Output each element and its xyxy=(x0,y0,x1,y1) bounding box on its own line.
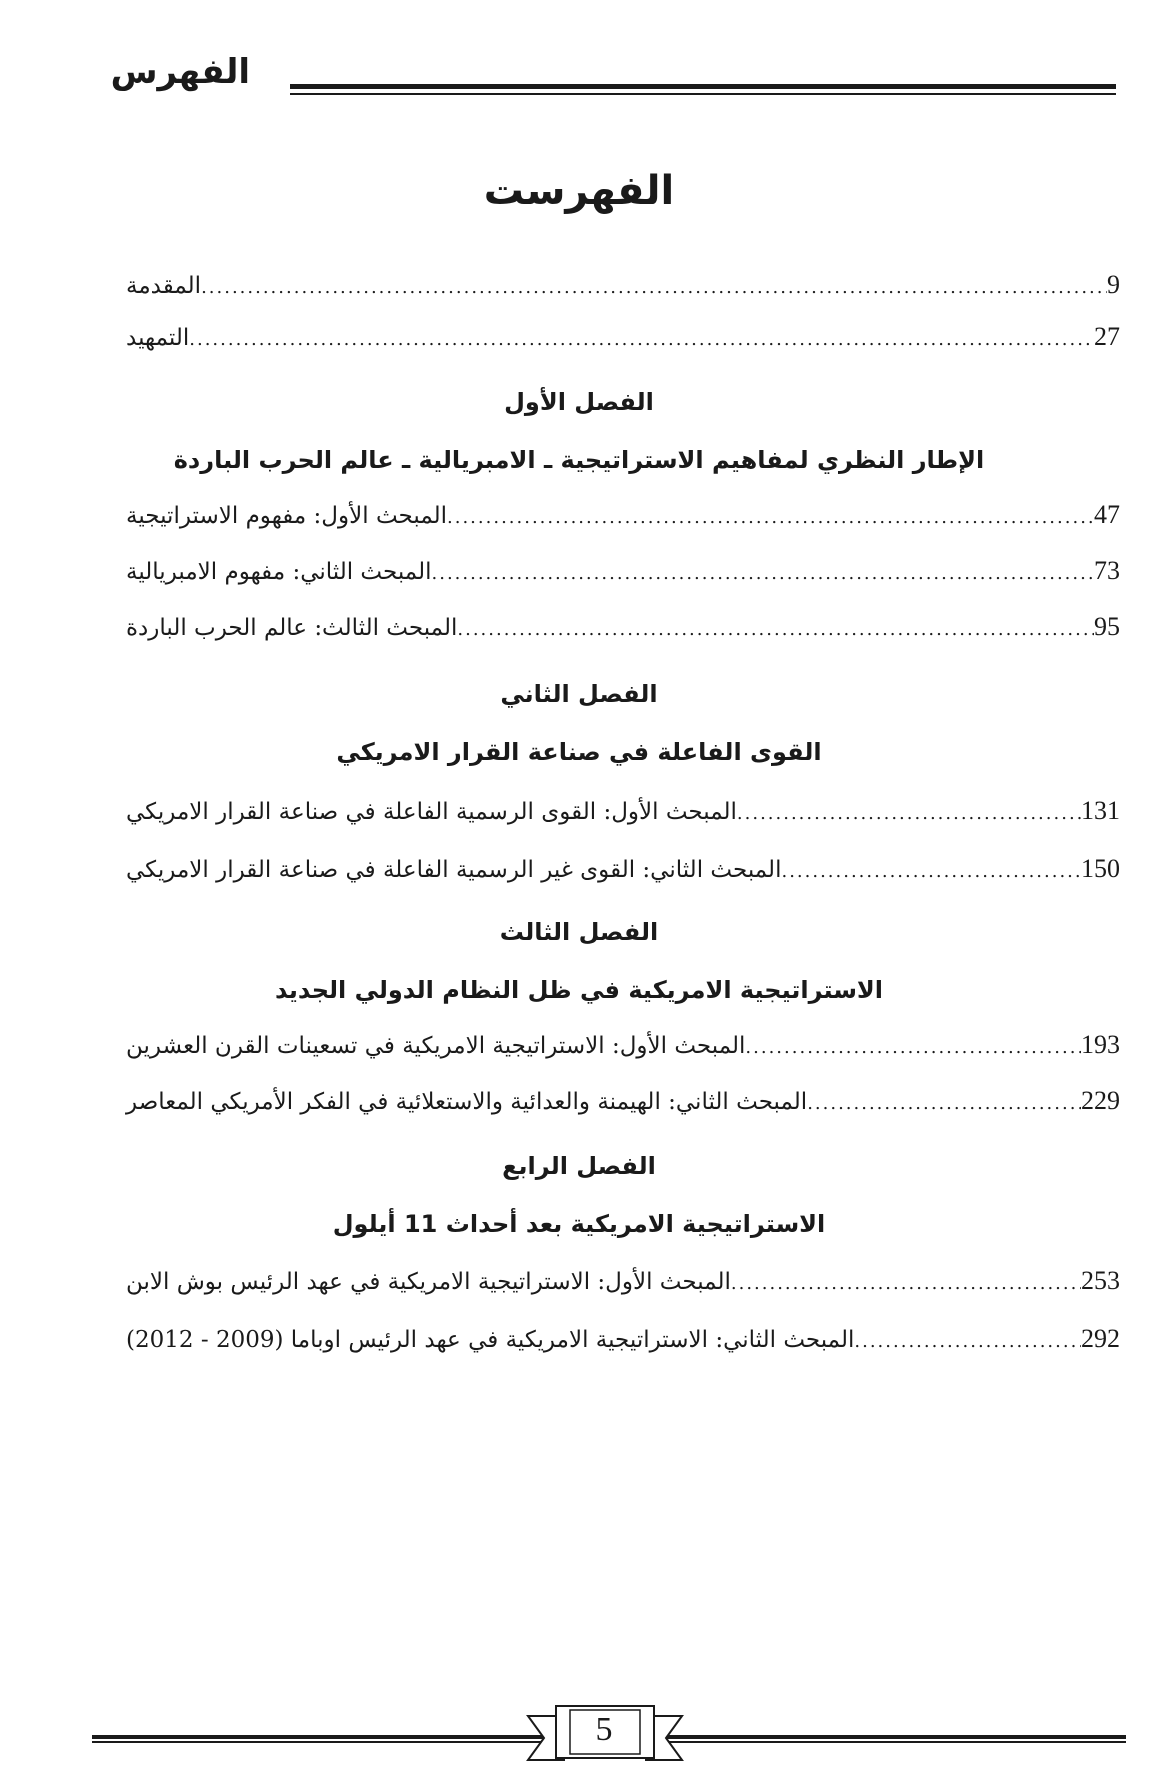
entry-label: المقدمة xyxy=(126,273,202,299)
toc-entry-ch1-s3[interactable] xyxy=(120,612,1122,652)
leader-dots xyxy=(432,563,1095,584)
entry-page-number: 9 xyxy=(1107,270,1120,299)
entry-page-number: 253 xyxy=(1081,1266,1120,1295)
leader-dots xyxy=(781,861,1081,882)
entry-label: المبحث الأول: الاستراتيجية الامريكية في تسعينات القرن العشرين xyxy=(126,1033,746,1059)
leader-dots xyxy=(447,507,1094,528)
chapter-4-subtitle: الاستراتيجية الامريكية بعد أحداث 11 أيلول xyxy=(332,1210,826,1238)
header-rule xyxy=(290,84,1116,95)
footer-rule-left xyxy=(92,1735,554,1743)
toc-entry-introduction[interactable] xyxy=(120,270,1122,310)
entry-label: المبحث الثاني: الهيمنة والعدائية والاستعلائية في الفكر الأمريكي المعاصر xyxy=(126,1089,808,1115)
toc-entry-ch4-s2[interactable] xyxy=(120,1324,1122,1364)
chapter-3-subtitle: الاستراتيجية الامريكية في ظل النظام الدولي الجديد xyxy=(274,976,884,1004)
entry-page-number: 95 xyxy=(1094,612,1120,641)
leader-dots xyxy=(731,1273,1081,1294)
leader-dots xyxy=(201,277,1107,298)
entry-page-number: 229 xyxy=(1081,1086,1120,1115)
entry-page-number: 27 xyxy=(1094,322,1120,351)
leader-dots xyxy=(807,1093,1081,1114)
chapter-4-heading: الفصل الرابع xyxy=(502,1152,656,1180)
chapter-1-subtitle: الإطار النظري لمفاهيم الاستراتيجية ـ الامبريالية ـ عالم الحرب الباردة xyxy=(173,446,985,474)
entry-page-number: 150 xyxy=(1081,854,1120,883)
chapter-3-heading: الفصل الثالث xyxy=(499,918,659,946)
toc-entry-ch1-s2[interactable] xyxy=(120,556,1122,596)
entry-label: المبحث الثالث: عالم الحرب الباردة xyxy=(126,615,458,641)
leader-dots xyxy=(854,1331,1081,1352)
toc-entry-ch4-s1[interactable] xyxy=(120,1266,1122,1306)
entry-page-number: 73 xyxy=(1094,556,1120,585)
toc-title: الفهرست xyxy=(483,168,675,214)
leader-dots xyxy=(189,329,1094,350)
entry-label: المبحث الأول: القوى الرسمية الفاعلة في صناعة القرار الامريكي xyxy=(126,799,737,825)
entry-page-number: 47 xyxy=(1094,500,1120,529)
entry-label: التمهيد xyxy=(126,325,190,351)
entry-label: المبحث الأول: مفهوم الاستراتيجية xyxy=(126,503,448,529)
entry-label: المبحث الثاني: الاستراتيجية الامريكية في عهد الرئيس اوباما (2009 - 2012) xyxy=(126,1327,855,1353)
chapter-2-heading: الفصل الثاني xyxy=(500,680,658,708)
chapter-2-subtitle: القوى الفاعلة في صناعة القرار الامريكي xyxy=(336,738,822,766)
toc-entry-ch3-s2[interactable] xyxy=(120,1086,1122,1126)
leader-dots xyxy=(737,803,1081,824)
toc-entry-ch2-s2[interactable] xyxy=(120,854,1122,894)
toc-entry-preface[interactable] xyxy=(120,322,1122,362)
toc-entry-ch1-s1[interactable] xyxy=(120,500,1122,540)
toc-entry-ch3-s1[interactable] xyxy=(120,1030,1122,1070)
toc-entry-ch2-s1[interactable] xyxy=(120,796,1122,836)
page-number: 5 xyxy=(595,1711,613,1748)
leader-dots xyxy=(745,1037,1081,1058)
entry-label: المبحث الثاني: مفهوم الامبريالية xyxy=(126,559,432,585)
entry-label: المبحث الأول: الاستراتيجية الامريكية في عهد الرئيس بوش الابن xyxy=(126,1269,731,1295)
footer-rule-right xyxy=(662,1735,1126,1743)
leader-dots xyxy=(457,619,1094,640)
chapter-1-heading: الفصل الأول xyxy=(504,388,654,416)
entry-page-number: 292 xyxy=(1081,1324,1120,1353)
entry-page-number: 193 xyxy=(1081,1030,1120,1059)
entry-label: المبحث الثاني: القوى غير الرسمية الفاعلة في صناعة القرار الامريكي xyxy=(126,857,782,883)
running-header-title: الفهرس xyxy=(110,52,250,92)
entry-page-number: 131 xyxy=(1081,796,1120,825)
